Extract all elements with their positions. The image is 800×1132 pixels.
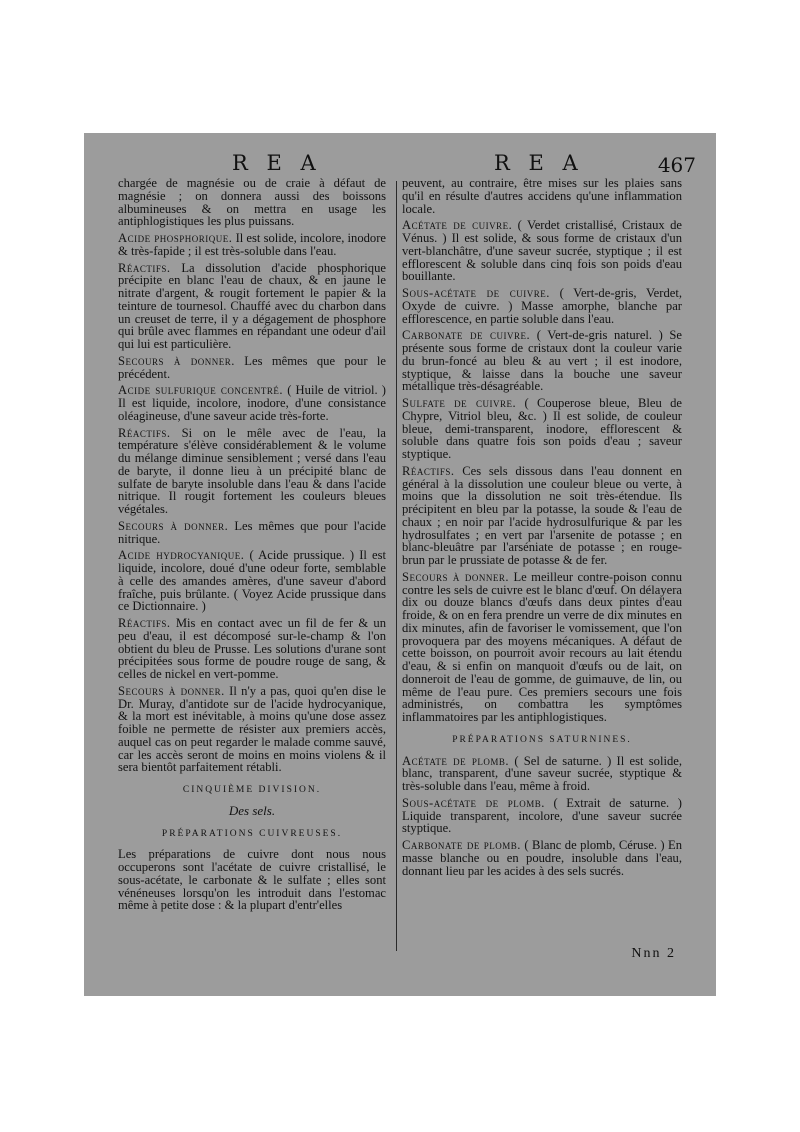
entry-text: Il est solide, incolore, inodore & très-fapide ; il est très-soluble dans l'eau. <box>118 231 386 258</box>
entry-text: ( Couperose bleue, Bleu de Chypre, Vitriol bleu, &c. ) Il est solide, de couleur bleue, demi-transparent, inodore, efflorescent & soluble dans quatre fois son poids d'eau ; saveur styptique. <box>402 396 682 461</box>
entry-text: ( Vert-de-gris naturel. ) Se présente sous forme de cristaux dont la couleur varie du brun-foncé au bleu & au vert ; il est inodore, styptique, & laisse dans la bouche une saveur métallique très-désagréable. <box>402 328 682 394</box>
entry-text: ( Verdet cristallisé, Cristaux de Vénus. ) Il est solide, & sous forme de cristaux d'un vert-blanchâtre, d'une saveur sucrée, styptique ; il est efflorescent & soluble dans cinq fois son poids d'eau bouillante. <box>402 218 682 284</box>
entry-heading: Acide sulfurique concentré. <box>118 383 284 398</box>
column-rule <box>396 181 397 951</box>
paragraph <box>118 685 386 774</box>
paragraph <box>118 549 386 613</box>
paragraph <box>118 427 386 516</box>
division-subtitle: Des sels. <box>228 802 276 818</box>
entry-heading: Sous-acétate de plomb. <box>402 795 545 810</box>
right-column <box>402 177 682 881</box>
entry-text: peuvent, au contraire, être mises sur les plaies sans qu'il en résulte d'autres accidens qu'une inflammation locale. <box>402 176 682 216</box>
entry-heading: Acétate de cuivre. <box>402 218 513 233</box>
entry-heading: Secours à donner. <box>118 518 229 533</box>
paragraph <box>118 355 386 381</box>
entry-heading: Acétate de plomb. <box>402 753 510 768</box>
section-heading-cuivre: PRÉPARATIONS CUIVREUSES. <box>161 828 343 839</box>
header-left: R E A <box>232 151 322 175</box>
entry-text: ( Vert-de-gris, Verdet, Oxyde de cuivre. ) Masse amorphe, blanche par efflorescence, en partie soluble dans l'eau. <box>402 286 682 326</box>
paragraph <box>118 384 386 422</box>
paragraph <box>118 232 386 258</box>
running-header <box>84 151 716 175</box>
paragraph <box>402 287 682 325</box>
entry-heading: Secours à donner. <box>118 353 235 368</box>
paragraph: Les préparations de cuivre dont nous nous occuperons sont l'acétate de cuivre cristallisé, le sous-acétate, le carbonate & le sulfate ; elles sont vénéneuses lorsqu'on les introduit dans l'estomac même à petite dose : & la plupart d'entr'elles <box>118 847 386 913</box>
page-number: 467 <box>657 153 696 177</box>
entry-heading: Sulfate de cuivre. <box>402 396 517 410</box>
entry-text: ( Blanc de plomb, Céruse. ) En masse blanche ou en poudre, insoluble dans l'eau, donnant lieu par les acides à des sels sucrés. <box>402 838 683 878</box>
scanned-page <box>84 133 716 996</box>
paragraph <box>118 617 386 681</box>
entry-heading: Réactifs. <box>118 425 171 440</box>
left-column <box>118 177 386 916</box>
entry-text: Mis en contact avec un fil de fer & un peu d'eau, il est décomposé sur-le-champ & l'on obtient du bleu de Prusse. Les solutions d'urane sont précipitées sous forme de poudre rouge de sang, & celles de nickel en vert-pomme. <box>118 616 386 681</box>
entry-heading: Réactifs. <box>118 260 171 275</box>
paragraph <box>118 262 386 351</box>
entry-heading: Secours à donner. <box>118 683 225 698</box>
entry-text: Les mêmes que pour le précédent. <box>118 353 386 381</box>
paragraph <box>402 465 682 567</box>
paragraph <box>402 397 682 461</box>
entry-text: ( Sel de saturne. ) Il est solide, blanc, transparent, d'une saveur sucrée, styptique & très-soluble dans l'eau, même à froid. <box>402 753 682 793</box>
paragraph <box>402 797 682 835</box>
entry-heading: Carbonate de cuivre. <box>402 328 531 343</box>
paragraph <box>118 177 386 228</box>
signature-mark: Nnn 2 <box>631 946 676 961</box>
division-title: CINQUIÈME DIVISION. <box>182 785 322 795</box>
entry-text: Les mêmes que pour l'acide nitrique. <box>118 518 386 546</box>
paragraph <box>402 177 682 215</box>
header-right: R E A <box>494 151 584 175</box>
entry-text: ( Extrait de saturne. ) Liquide transparent, incolore, d'une saveur sucrée styptique. <box>402 795 682 836</box>
paragraph <box>402 839 682 877</box>
entry-heading: Carbonate de plomb. <box>402 838 521 852</box>
section-heading-saturnines: PRÉPARATIONS SATURNINES. <box>452 734 632 745</box>
entry-text: Ces sels dissous dans l'eau donnent en général à la dissolution une couleur bleue ou verte, à moins que la dissolution ne soit très-étendue. Ils précipitent en bleu par la potasse, la soude & l'eau de chaux ; en noir par l'acide hydrosulfurique & par les hydrosulfates ; en vert par l'arsenite de potasse ; en blanc-bleuâtre par l'arséniate de potasse ; en rouge-brun par le prussiate de potasse & de fer. <box>402 463 682 567</box>
paragraph <box>118 520 386 546</box>
entry-heading: Réactifs. <box>402 463 455 478</box>
entry-text: Si on le mêle avec de l'eau, la température s'élève considérablement & le volume du mélange diminue sensiblement ; versé dans l'eau de baryte, il donne lieu à un précipité blanc de sulfate de baryte insoluble dans l'eau & dans l'acide nitrique. Il rougit fortement les couleurs bleues végétales. <box>118 425 386 516</box>
entry-heading: Acide phosphorique. <box>118 231 233 245</box>
paragraph <box>402 755 682 793</box>
paragraph <box>402 329 682 393</box>
entry-heading: Acide hydrocyanique. <box>118 548 245 563</box>
entry-text: Il n'y a pas, quoi qu'en dise le Dr. Muray, d'antidote sur de l'acide hydrocyanique, & la mort est inévitable, à moins qu'une dose assez foible ne permette de résister aux premiers accès, auquel cas on peut regarder le malade comme sauvé, car les accès seront de moins en moins violens & il sera bientôt parfaitement rétabli. <box>118 683 386 775</box>
paragraph <box>402 219 682 283</box>
entry-heading: Réactifs. <box>118 616 171 630</box>
entry-heading: Sous-acétate de cuivre. <box>402 286 550 300</box>
entry-text: Le meilleur contre-poison connu contre les sels de cuivre est le blanc d'œuf. On délayera dix ou douze blancs d'œufs dans deux pintes d'eau froide, & on en fera prendre un verre de dix minutes en dix minutes, afin de favoriser le vomissement, que l'on provoquera par des moyens mécaniques. A défaut de cette boisson, on pourroit avoir recours au lait étendu d'eau, & si enfin on manquoit d'œufs ou de lait, on donneroit de l'eau de gomme, de guimauve, de lin, ou même de l'eau pure. Ces premiers secours une fois administrés, on combattra les symptômes inflammatoires par les antiphlogistiques. <box>402 569 682 724</box>
paragraph <box>402 571 682 724</box>
entry-heading: Secours à donner. <box>402 569 510 584</box>
entry-text: ( Huile de vitriol. ) Il est liquide, incolore, inodore, d'une consistance oléagineuse, d'une saveur acide très-forte. <box>118 383 386 423</box>
entry-text: ( Acide prussique. ) Il est liquide, incolore, doué d'une odeur forte, semblable à celle des amandes amères, d'une saveur d'abord fraîche, puis brûlante. ( Voyez Acide prussique dans ce Dictionnaire. ) <box>118 548 387 614</box>
entry-text: La dissolution d'acide phosphorique précipite en blanc l'eau de chaux, & en jaune le nitrate d'argent, & rougit fortement le papier & la teinture de tournesol. Chauffé avec du charbon dans un creuset de terre, il y a dégagement de phosphore qui brûle avec flammes en répandant une odeur d'ail qui lui est particulière. <box>118 260 386 351</box>
entry-text: chargée de magnésie ou de craie à défaut de magnésie ; on donnera aussi des boissons albumineuses & on mettra en usage les antiphlogistiques les plus puissans. <box>118 176 386 229</box>
